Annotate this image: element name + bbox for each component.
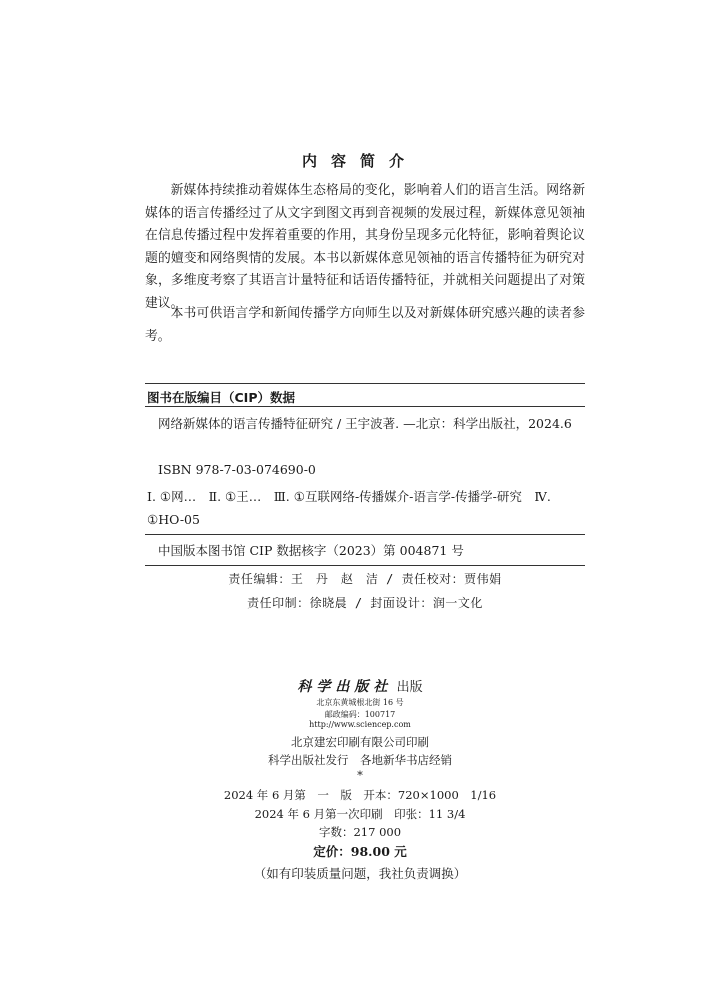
notice-line: （如有印装质量问题，我社负责调换） [253, 866, 467, 881]
credits-production: 责任印制：徐晓晨 / 封面设计：润一文化 [247, 596, 483, 610]
publisher-line [0, 676, 720, 696]
cip-bottom-rule [145, 565, 585, 566]
publisher-suffix: 出版 [396, 680, 423, 695]
cip-record: 网络新媒体的语言传播特征研究 / 王宇波著. —北京：科学出版社，2024.6 [158, 416, 572, 431]
cip-heading: 图书在版编目（CIP）数据 [147, 390, 295, 405]
edition-line: 2024 年 6 月第 一 版 开本：720×1000 1/16 [223, 788, 497, 802]
intro-paragraph-1: 新媒体持续推动着媒体生态格局的变化，影响着人们的语言生活。网络新媒体的语言传播经过了从文字到图文再到音视频的发展过程，新媒体意见领袖在信息传播过程中发挥着重要的作用，其身份呈现多元化特征，影响着舆论议题的嬗变和网络舆情的发展。本书以新媒体意见领袖的语言传播特征为研究对象，多维度考察了其语言计量特征和话语传播特征，并就相关问题提出了对策建议。 [145, 183, 585, 311]
publisher-postcode: 邮政编码：100717 [324, 710, 396, 719]
cip-heading-rule [145, 406, 585, 407]
cip-isbn: ISBN 978-7-03-074690-0 [158, 462, 316, 477]
wordcount-line: 字数：217 000 [318, 825, 402, 839]
printing-line: 2024 年 6 月第一次印刷 印张：11 3/4 [254, 807, 466, 821]
cip-top-rule [145, 383, 585, 384]
printer-line: 北京建宏印刷有限公司印刷 [291, 735, 429, 749]
publisher-url: http://www.sciencep.com [309, 720, 411, 729]
publisher-address: 北京东黄城根北街 16 号 [316, 698, 404, 707]
cip-classification: Ⅰ. ①网… Ⅱ. ①王… Ⅲ. ①互联网络-传播媒介-语言学-传播学-研究 Ⅳ. ①HO-05 [147, 489, 551, 527]
publisher-name: 科学出版社 [297, 679, 393, 695]
cip-verification: 中国版本图书馆 CIP 数据核字（2023）第 004871 号 [158, 543, 464, 558]
distribution-line: 科学出版社发行 各地新华书店经销 [268, 753, 452, 767]
separator-star: * [357, 768, 363, 782]
credits-editors: 责任编辑：王 丹 赵 洁 / 责任校对：贾伟娟 [228, 572, 502, 586]
price-line: 定价：98.00 元 [313, 844, 407, 859]
cip-mid-rule [145, 534, 585, 535]
intro-paragraph-2: 本书可供语言学和新闻传播学方向师生以及对新媒体研究感兴趣的读者参考。 [145, 306, 585, 344]
intro-title: 内容简介 [301, 152, 418, 170]
